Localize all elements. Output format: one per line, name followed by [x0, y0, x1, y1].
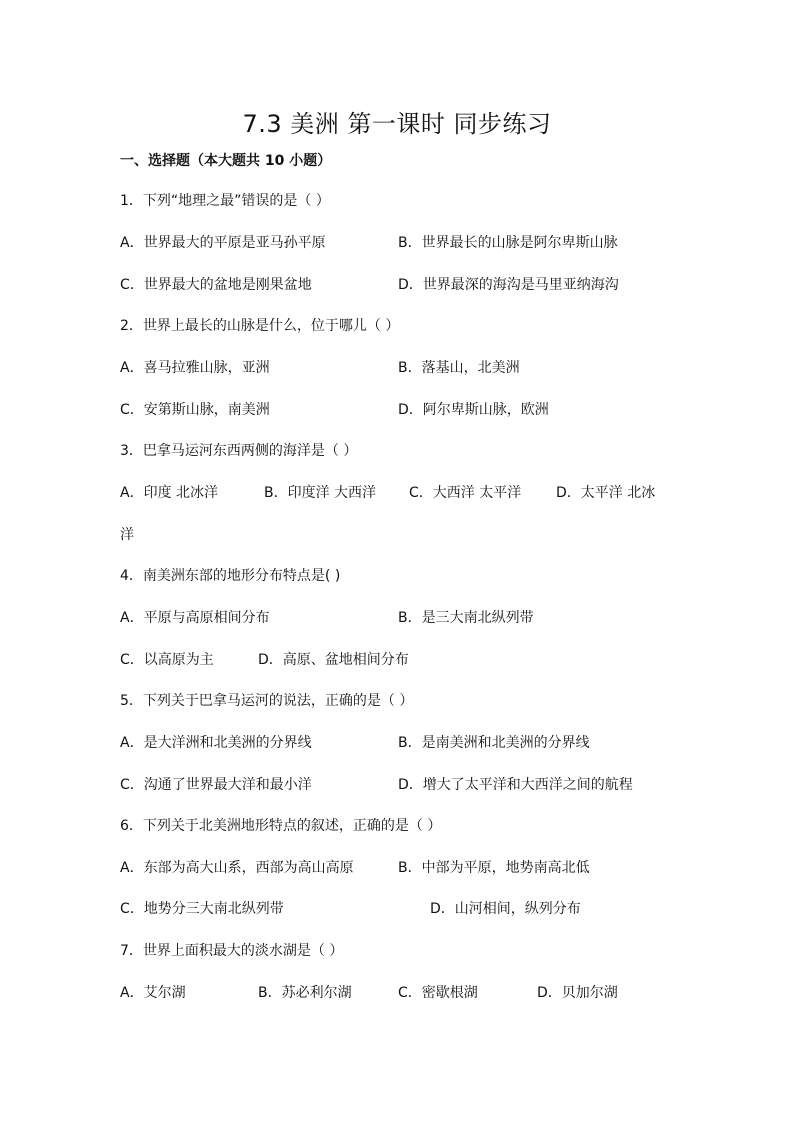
question-7-option-a: A．艾尔湖 — [120, 985, 186, 1001]
question-6-option-c: C．地势分三大南北纵列带 — [120, 901, 284, 917]
question-5-option-d: D．增大了太平洋和大西洋之间的航程 — [398, 777, 633, 793]
question-3-stem: 3．巴拿马运河东西两侧的海洋是（ ） — [120, 443, 358, 459]
section-heading: 一、选择题（本大题共 10 小题） — [120, 153, 332, 169]
question-2-option-a: A．喜马拉雅山脉，亚洲 — [120, 360, 270, 376]
question-4-option-c: C．以高原为主 — [120, 652, 214, 668]
question-7-option-d: D．贝加尔湖 — [537, 985, 618, 1001]
question-1-option-a: A．世界最大的平原是亚马孙平原 — [120, 235, 326, 251]
question-6-option-b: B．中部为平原，地势南高北低 — [398, 860, 590, 876]
question-5-option-c: C．沟通了世界最大洋和最小洋 — [120, 777, 312, 793]
question-4-option-a: A．平原与高原相间分布 — [120, 610, 270, 626]
question-4-stem: 4．南美洲东部的地形分布特点是( ) — [120, 568, 341, 584]
question-7-stem: 7．世界上面积最大的淡水湖是（ ） — [120, 943, 344, 959]
question-6-option-a: A．东部为高大山系，西部为高山高原 — [120, 860, 354, 876]
question-1-option-b: B．世界最长的山脉是阿尔卑斯山脉 — [398, 235, 618, 251]
question-3-option-b: B．印度洋 大西洋 — [264, 485, 377, 501]
question-2-option-d: D．阿尔卑斯山脉，欧洲 — [398, 402, 549, 418]
question-1-stem: 1．下列“地理之最”错误的是（ ） — [120, 193, 330, 209]
page-title: 7.3 美洲 第一课时 同步练习 — [242, 110, 552, 138]
question-3-option-a: A．印度 北冰洋 — [120, 485, 219, 501]
question-1-option-c: C．世界最大的盆地是刚果盆地 — [120, 277, 312, 293]
question-2-stem: 2．世界上最长的山脉是什么，位于哪儿（ ） — [120, 318, 400, 334]
question-7-option-b: B．苏必利尔湖 — [258, 985, 352, 1001]
question-5-stem: 5．下列关于巴拿马运河的说法，正确的是（ ） — [120, 693, 414, 709]
question-3-option-c: C．大西洋 太平洋 — [409, 485, 522, 501]
question-2-option-c: C．安第斯山脉，南美洲 — [120, 402, 270, 418]
question-3-option-d-wrap: 洋 — [120, 527, 134, 543]
question-5-option-b: B．是南美洲和北美洲的分界线 — [398, 735, 590, 751]
question-1-option-d: D．世界最深的海沟是马里亚纳海沟 — [398, 277, 619, 293]
question-6-stem: 6．下列关于北美洲地形特点的叙述，正确的是（ ） — [120, 818, 442, 834]
question-6-option-d: D．山河相间，纵列分布 — [430, 901, 581, 917]
question-5-option-a: A．是大洋洲和北美洲的分界线 — [120, 735, 312, 751]
question-3-option-d: D．太平洋 北冰 — [556, 485, 656, 501]
question-4-option-b: B．是三大南北纵列带 — [398, 610, 534, 626]
question-7-option-c: C．密歇根湖 — [398, 985, 478, 1001]
question-2-option-b: B．落基山，北美洲 — [398, 360, 520, 376]
question-4-option-d: D．高原、盆地相间分布 — [258, 652, 409, 668]
